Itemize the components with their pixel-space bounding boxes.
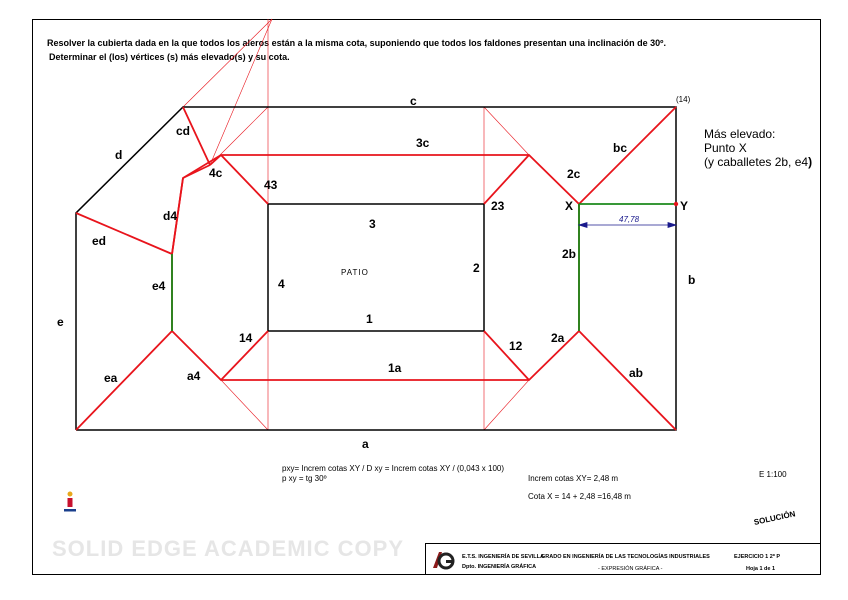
label-1: 1 [366,312,373,326]
scale-label: E 1:100 [759,470,787,479]
label-2: 2 [473,261,480,275]
label-1a: 1a [388,361,402,375]
label-c: c [410,94,417,108]
construction-lines [183,19,529,430]
point-y-marker [674,202,678,206]
note-line-2: Punto X [704,141,747,155]
label-y: Y [680,199,689,213]
label-d: d [115,148,123,162]
label-c14: (14) [676,95,691,104]
formula-3: Increm cotas XY= 2,48 m [528,474,619,483]
label-43: 43 [264,178,278,192]
label-b: b [688,273,696,287]
label-3c: 3c [416,136,430,150]
label-ed: ed [92,234,107,248]
statement-line-1: Resolver la cubierta dada en la que todos los aleros están a la misma cota, suponiendo que todos los faldones presentan una inclinación de 30º. [47,38,666,48]
label-bc: bc [613,141,628,155]
tb-school: E.T.S. INGENIERÍA DE SEVILLA [462,554,545,560]
label-ab: ab [629,366,644,380]
label-a: a [362,437,369,451]
label-e4: e4 [152,279,166,293]
label-4c: 4c [209,166,223,180]
tb-degree: GRADO EN INGENIERÍA DE LAS TECNOLOGÍAS INDUSTRIALES [541,554,710,560]
watermark: SOLID EDGE ACADEMIC COPY [52,536,404,561]
formula-1: pxy= Increm cotas XY / D xy = Increm cotas XY / (0,043 x 100) [282,464,505,473]
solution-stamp: SOLUCIÓN [753,509,797,527]
dimension-value: 47,78 [619,215,640,224]
label-cd: cd [176,124,191,138]
label-ea: ea [104,371,118,385]
highest-ridges [172,204,676,331]
university-logo-icon [63,490,77,514]
label-3: 3 [369,217,376,231]
ig-logo-icon [430,548,456,572]
label-12: 12 [509,339,523,353]
label-e: e [57,315,64,329]
note-line-3: (y caballetes 2b, e4) [704,155,813,169]
tb-sheet: Hoja 1 de 1 [746,566,776,572]
label-d4: d4 [163,209,178,223]
formula-4: Cota X = 14 + 2,48 =16,48 m [528,492,631,501]
note-line-1: Más elevado: [704,127,776,141]
label-2a: 2a [551,331,565,345]
label-14: 14 [239,331,253,345]
tb-dept: Dpto. INGENIERÍA GRÁFICA [462,564,537,570]
label-2b: 2b [562,247,577,261]
tb-subject: - EXPRESIÓN GRÁFICA - [598,566,663,572]
label-2c: 2c [567,167,581,181]
title-block [425,543,821,575]
statement-line-2: Determinar el (los) vértices (s) más elevado(s) y su cota. [49,52,290,62]
label-patio: PATIO [341,268,369,277]
label-a4: a4 [187,369,201,383]
formula-2: p xy = tg 30º [282,474,327,483]
label-23: 23 [491,199,505,213]
roof-ridges [76,107,676,430]
label-4: 4 [278,277,285,291]
label-x: X [565,199,574,213]
tb-exercise: EJERCICIO 1 2º P [734,554,781,560]
